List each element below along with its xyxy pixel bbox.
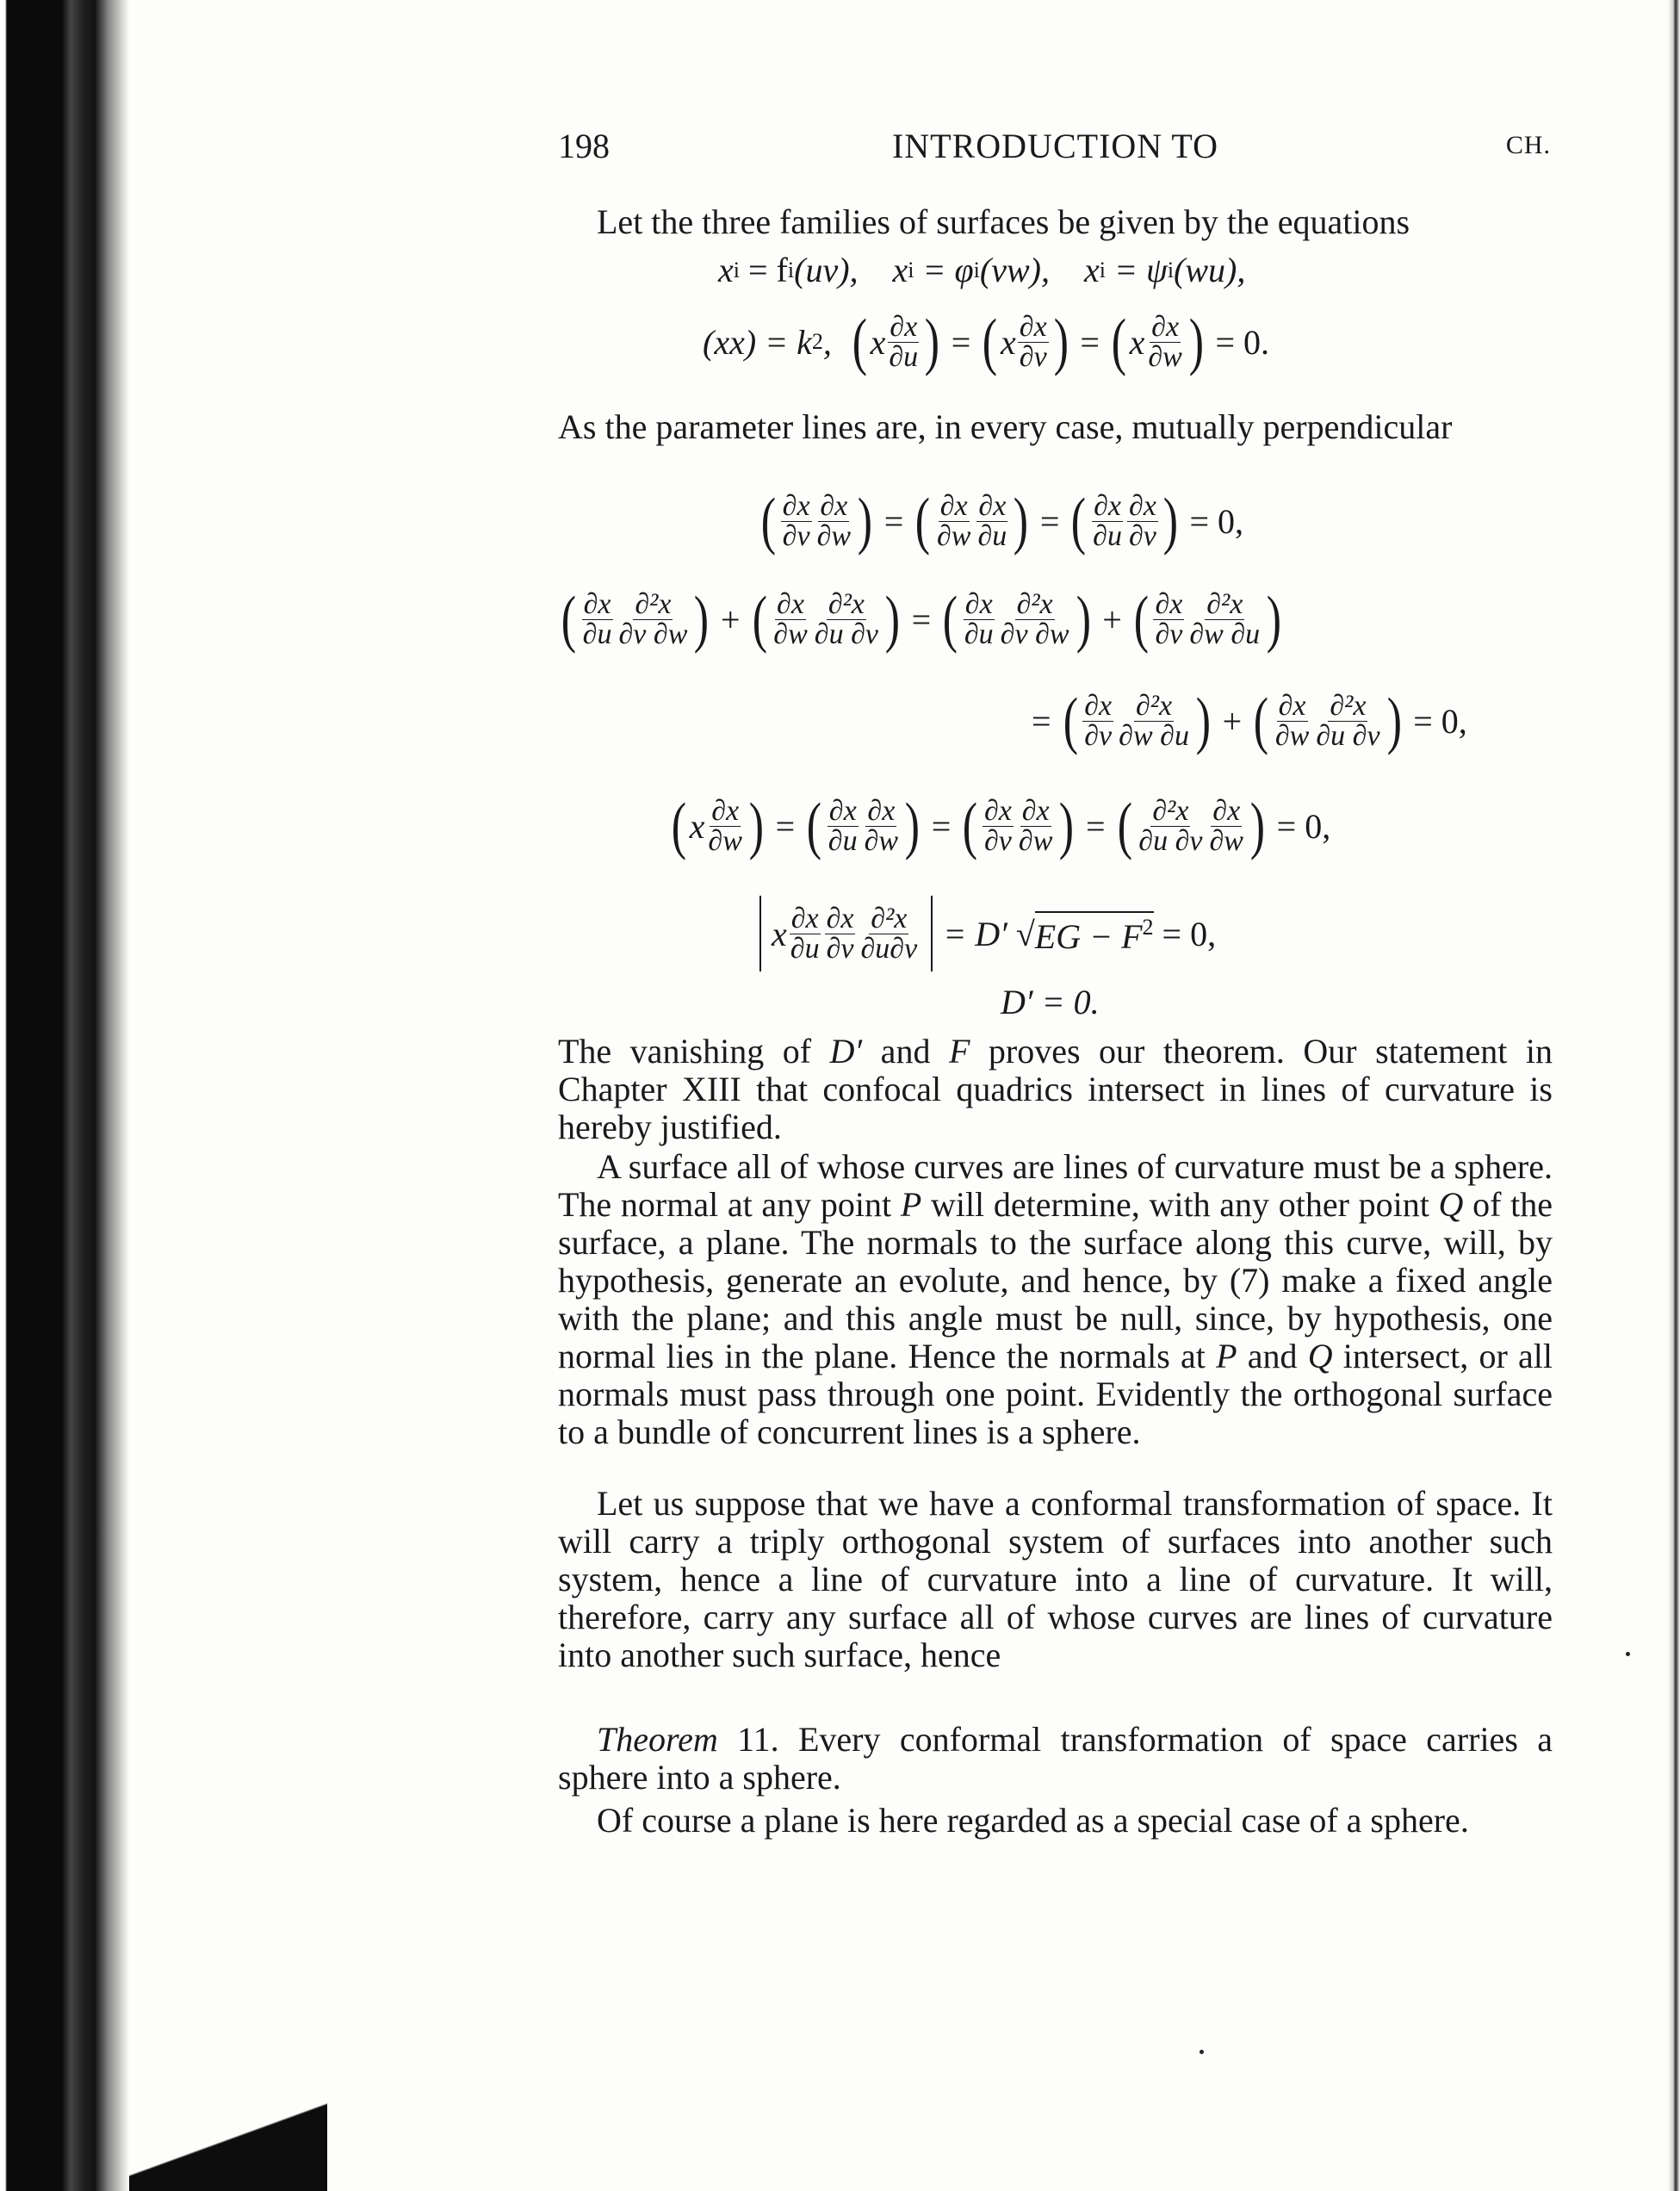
page-edge: [1668, 0, 1680, 2191]
page-number: 198: [558, 127, 610, 165]
scan-corner-shadow: [129, 2067, 327, 2191]
paragraph-vanishing: The vanishing of D′ and F proves our theorem. Our statement in Chapter XIII that confocal quadrics intersect in lines of curvature is hereby justified.: [558, 1032, 1553, 1146]
running-header: [558, 126, 1553, 169]
paragraph-sphere: A surface all of whose curves are lines of curvature must be a sphere. The normal at any point P will determine, with any other point Q of the surface, a plane. The normals to the surface along this curve, will, by hypothesis, generate an evolute, and hence, by (7) make a fixed angle with the plane; and this angle must be null, since, by hypothesis, one normal lies in the plane. Hence the normals at P and Q intersect, or all normals must pass through one point. Evidently the orthogonal surface to a bundle of concurrent lines is a sphere.: [558, 1147, 1553, 1451]
equation-unit-conditions: (xx) = k 2 , ( x $\frac{\partial x}{\partial u}$ ) = ( x $\frac{\partial x}{\partial v}$ ) = ( x $\frac{\partial x}{\partial w}$ ) = 0.: [703, 307, 1270, 377]
equation-families: x i = f i (uv), x i = φ i (vw), x i = ψ i (wu),: [718, 251, 1246, 289]
equation-orthogonality: ( x $\frac{\partial x}{\partial w}$ ) = ( $\frac{\partial x}{\partial u}$ $\frac{\partial x}{\partial w}$ ) = ( $\frac{\partial x}{\partial v}$ $\frac{\partial x}{\partial w}$ ) = ( $\frac{\text{∂²x}}{\partial u \partial v}$ $\frac{\partial x}{\partial w}$ ) = 0,: [671, 791, 1331, 861]
equation-determinant: x $\frac{\partial x}{\partial u}$ $\frac{\partial x}{\partial v}$ $\frac{\text{∂²x}}{\partial u\partial v}$ = D′ √ EG − $F^2$ = 0,: [749, 896, 1224, 971]
book-spine-shadow: [0, 0, 129, 2191]
equation-D-prime-zero: D′ = 0.: [1001, 983, 1100, 1021]
running-title: INTRODUCTION TO: [891, 127, 1219, 165]
chapter-abbrev: CH.: [1505, 131, 1551, 159]
equation-second-derivatives-2: = ( $\frac{\partial x}{\partial v}$ $\frac{\text{∂²x}}{\partial w \partial u}$ ) + ( $\frac{\partial x}{\partial w}$ $\frac{\text{∂²x}}{\partial u \partial v}$ ) = 0,: [1032, 686, 1467, 756]
equation-second-derivatives-1: ( $\frac{\partial x}{\partial u}$ $\frac{\text{∂²x}}{\partial v \partial w}$ ) + ( $\frac{\partial x}{\partial w}$ $\frac{\text{∂²x}}{\partial u \partial v}$ ) = ( $\frac{\partial x}{\partial u}$ $\frac{\text{∂²x}}{\partial v \partial w}$ ) + ( $\frac{\partial x}{\partial v}$ $\frac{\text{∂²x}}{\partial w \partial u}$ ): [561, 584, 1282, 655]
speck: [1200, 2050, 1204, 2054]
paragraph-plane-note: Of course a plane is here regarded as a special case of a sphere.: [597, 1801, 1469, 1840]
speck: [1626, 1652, 1630, 1656]
paragraph-intro: Let the three families of surfaces be given by the equations: [597, 202, 1410, 241]
paragraph-conformal: Let us suppose that we have a conformal transformation of space. It will carry a triply orthogonal system of surfaces into another such system, hence a line of curvature into a line of curvature. It will, therefore, carry any surface all of whose curves are lines of curvature into another such surface, hence: [558, 1484, 1553, 1674]
equation-perpendicular: ( $\frac{\partial x}{\partial v}$ $\frac{\partial x}{\partial w}$ ) = ( $\frac{\partial x}{\partial w}$ $\frac{\partial x}{\partial u}$ ) = ( $\frac{\partial x}{\partial u}$ $\frac{\partial x}{\partial v}$ ) = 0,: [760, 486, 1244, 556]
theorem-11: Theorem 11. Every conformal transformation of space carries a sphere into a sphere.: [558, 1720, 1553, 1797]
paragraph-parameter-lines: As the parameter lines are, in every case, mutually perpendicular: [558, 407, 1453, 446]
